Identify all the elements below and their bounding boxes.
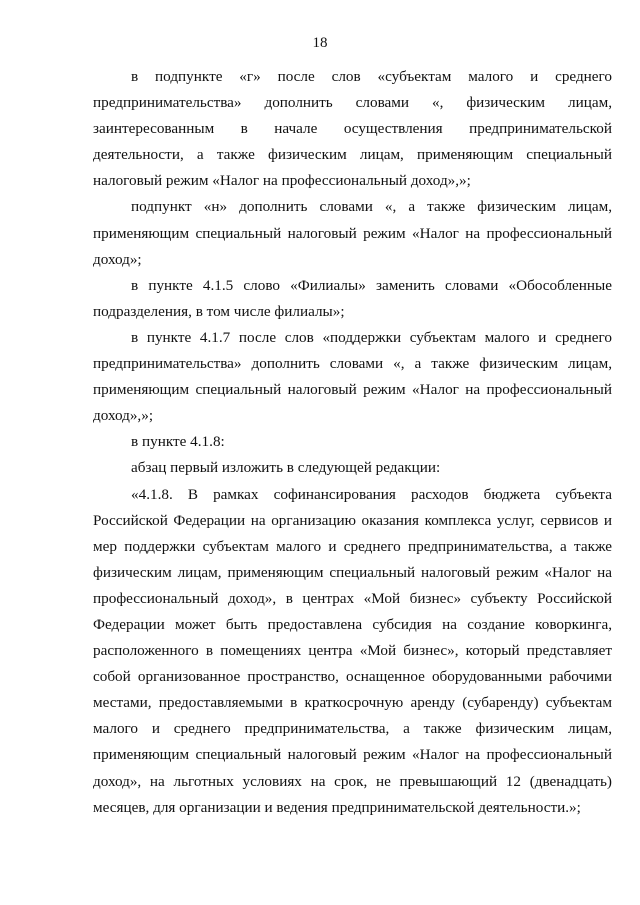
page-number: 18 (312, 35, 328, 51)
paragraph-item-4-1-8-text: «4.1.8. В рамках софинансирования расходов бюджета субъекта Российской Федерации на организацию оказания комплекса услуг, сервисов и мер поддержки субъектам малого и среднего предпринимательства, а также физическим лицам, применяющим специальный налоговый режим «Налог на профессиональный доход», в центрах «Мой бизнес» субъекту Российской Федерации может быть предоставлена субсидия на создание коворкинга, расположенного в помещениях центра «Мой бизнес», который представляет собой организованное пространство, оснащенное оборудованными рабочими местами, предоставляемыми в краткосрочную аренду (субаренду) субъектам малого и среднего предпринимательства, а также физическим лицам, применяющим специальный налоговый режим «Налог на профессиональный доход», на льготных условиях на срок, не превышающий 12 (двенадцать) месяцев, для организации и ведения предпринимательской деятельности.»; (93, 485, 612, 816)
paragraph-amend-item-4-1-7: в пункте 4.1.7 после слов «поддержки субъектам малого и среднего предпринимательства» дополнить словами «, а также физическим лицам, применяющим специальный налоговый режим «Налог на профессиональный доход»,»; (93, 328, 612, 425)
paragraph-amend-item-4-1-5: в пункте 4.1.5 слово «Филиалы» заменить словами «Обособленные подразделения, в том числе филиалы»; (93, 276, 612, 320)
document-body (93, 64, 612, 821)
paragraph-amend-subitem-n: подпункт «н» дополнить словами «, а также физическим лицам, применяющим специальный налоговый режим «Налог на профессиональный доход»; (93, 198, 612, 268)
paragraph-amend-subitem-g: в подпункте «г» после слов «субъектам малого и среднего предпринимательства» дополнить словами «, физическим лицам, заинтересованным в начале осуществления предпринимательской деятельности, а также физическим лицам, применяющим специальный налоговый режим «Налог на профессиональный доход»,»; (93, 68, 612, 190)
paragraph-item-4-1-8-intro: в пункте 4.1.8: (131, 433, 225, 451)
paragraph-first-clause-instruction: абзац первый изложить в следующей редакции: (131, 459, 441, 477)
